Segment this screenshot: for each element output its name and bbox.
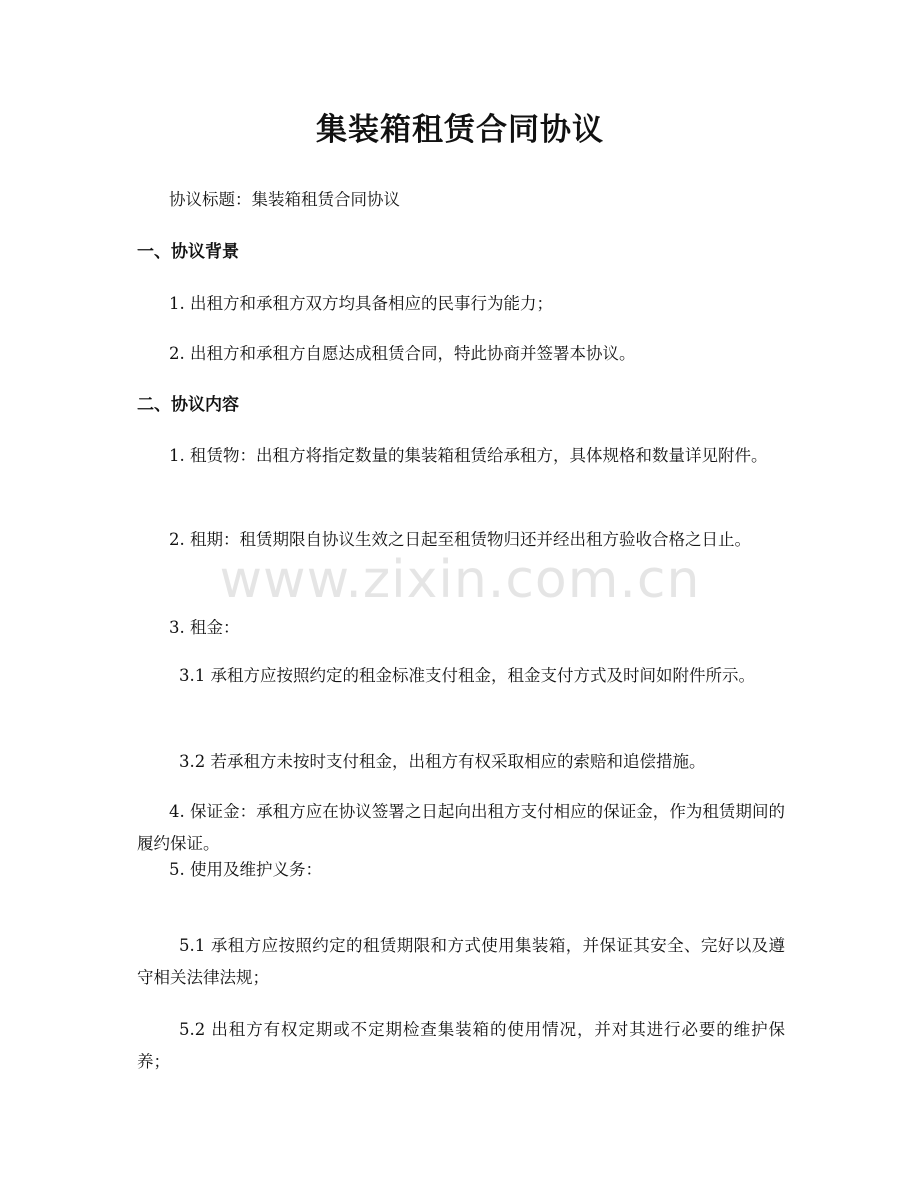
content-paragraph-rent-3-2: 3.2 若承租方未按时支付租金，出租方有权采取相应的索赔和追偿措施。 <box>179 752 706 771</box>
section-heading-background: 一、协议背景 <box>137 242 239 262</box>
section-heading-content: 二、协议内容 <box>137 395 239 415</box>
content-paragraph-rent-3-1: 3.1 承租方应按照约定的租金标准支付租金，租金支付方式及时间如附件所示。 <box>179 666 755 685</box>
content-paragraph-use-maintenance: 5. 使用及维护义务： <box>169 860 322 879</box>
content-paragraph-lease-item: 1. 租赁物：出租方将指定数量的集装箱租赁给承租方，具体规格和数量详见附件。 <box>169 446 768 465</box>
content-paragraph-rent: 3. 租金： <box>169 618 240 637</box>
background-paragraph-2: 2. 出租方和承租方自愿达成租赁合同，特此协商并签署本协议。 <box>169 344 636 363</box>
background-paragraph-1: 1. 出租方和承租方双方均具备相应的民事行为能力； <box>169 294 553 313</box>
subject-line: 协议标题：集装箱租赁合同协议 <box>169 190 400 209</box>
watermark: www.zixin.com.cn <box>219 550 701 610</box>
content-paragraph-deposit: 4. 保证金：承租方应在协议签署之日起向出租方支付相应的保证金，作为租赁期间的履约保证。 <box>137 802 785 853</box>
content-paragraph-use-5-1: 5.1 承租方应按照约定的租赁期限和方式使用集装箱，并保证其安全、完好以及遵守相关法律法规； <box>137 936 785 987</box>
content-paragraph-use-5-2: 5.2 出租方有权定期或不定期检查集装箱的使用情况，并对其进行必要的维护保养； <box>137 1020 785 1071</box>
document-title: 集装箱租赁合同协议 <box>316 112 604 148</box>
content-paragraph-lease-term: 2. 租期：租赁期限自协议生效之日起至租赁物归还并经出租方验收合格之日止。 <box>169 530 751 549</box>
